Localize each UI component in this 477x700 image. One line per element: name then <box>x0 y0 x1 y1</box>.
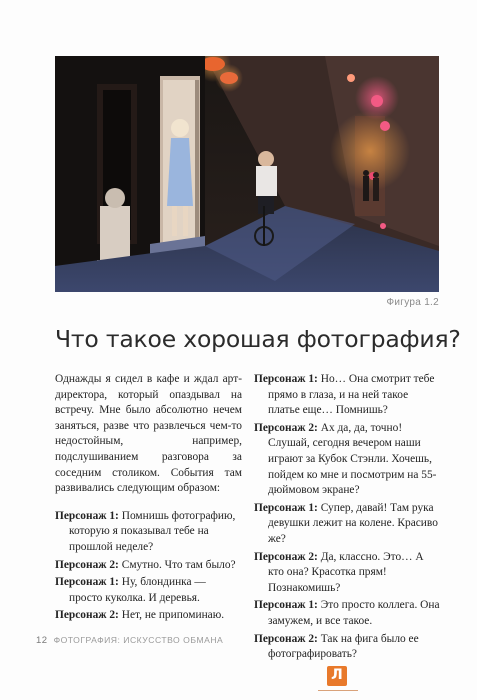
section-heading: Что такое хорошая фотография? <box>55 325 461 353</box>
intro-paragraph: Однажды я сидел в кафе и ждал арт-директора, который опаздывал на встречу. Мне было абсолютно нечем заняться, разве что развлечься чем-то недостойным, например, подслушиванием разговора за соседним столиком. События там развивались следующим образом: <box>55 373 242 495</box>
speaker-label: Персонаж 1: <box>254 599 318 612</box>
speaker-label: Персонаж 1: <box>254 373 318 385</box>
figure-photo-night-street <box>55 56 439 292</box>
speaker-label: Персонаж 2: <box>254 550 318 563</box>
speaker-label: Персонаж 1: <box>254 501 318 514</box>
dialogue-line <box>55 608 242 624</box>
dialogue-text: Это просто коллега. Она замужем, и все такое. <box>268 599 440 627</box>
text-column-left <box>55 372 242 626</box>
dialogue-text: Ну, блондинка — просто куколка. И деревья. <box>69 576 206 604</box>
publisher-logo-icon <box>327 666 347 686</box>
dialogue-line <box>55 558 242 574</box>
dialogue-line <box>254 501 441 548</box>
dialogue-line <box>254 550 441 597</box>
dialogue-line <box>55 575 242 606</box>
speaker-label: Персонаж 1: <box>55 509 119 522</box>
speaker-label: Персонаж 2: <box>55 609 119 622</box>
text-column-right <box>254 372 441 665</box>
photo-illustration <box>55 56 439 292</box>
dialogue-line <box>254 598 441 629</box>
dialogue-text: Да, классно. Это… А кто она? Красотка прям! Познакомишь? <box>268 550 424 594</box>
dialogue-text: Помнишь фотографию, которую я показывал тебе на прошлой неделе? <box>69 509 236 553</box>
page-footer <box>36 635 223 646</box>
logo-underline <box>318 690 358 691</box>
dialogue-text: Но… Она смотрит тебе прямо в глаза, и на ней такое платье еще… Помнишь? <box>268 373 435 417</box>
dialogue-text: Нет, не припоминаю. <box>121 609 225 622</box>
dialogue-line <box>254 372 441 419</box>
dialogue-line <box>55 509 242 556</box>
logo-letter: Л <box>331 667 343 683</box>
dialogue-text: Смутно. Что там было? <box>121 558 236 571</box>
dialogue-text: Супер, давай! Там рука девушки лежит на колене. Красиво же? <box>268 501 438 545</box>
page-number: 12 <box>36 635 48 646</box>
figure-caption: Фигура 1.2 <box>386 297 439 308</box>
dialogue-line <box>254 421 441 499</box>
speaker-label: Персонаж 2: <box>254 421 318 434</box>
dialogue-text: Так на фига было ее фотографировать? <box>268 632 419 661</box>
dialogue-text: Ах да, да, точно! Слушай, сегодня вечером наши играют за Кубок Стэнли. Хочешь, пойдем ко мне и посмотрим на 55-дюймовом экране? <box>268 421 437 497</box>
speaker-label: Персонаж 2: <box>55 558 119 571</box>
speaker-label: Персонаж 2: <box>254 632 318 645</box>
dialogue-line <box>254 632 441 663</box>
running-title: ФОТОГРАФИЯ: ИСКУССТВО ОБМАНА <box>53 635 224 645</box>
speaker-label: Персонаж 1: <box>55 576 119 589</box>
